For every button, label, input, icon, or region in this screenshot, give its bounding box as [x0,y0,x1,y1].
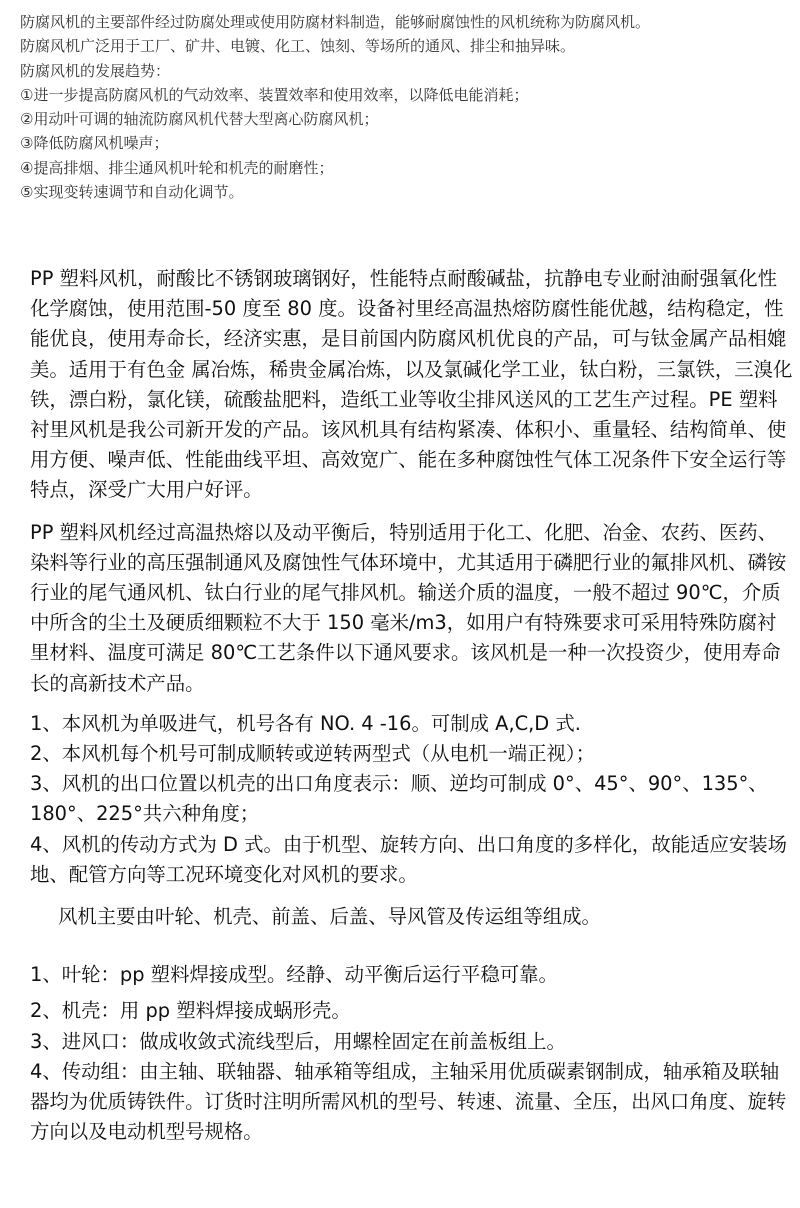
paragraph-applications: PP 塑料风机经过高温热熔以及动平衡后，特别适用于化工、化肥、冶金、农药、医药、 染料等行业的高压强制通风及腐蚀性气体环境中，尤其适用于磷肥行业的氟排风机、磷铵行业的尾气通风机、钛白行业的尾气排风机。输送介质的温度，一般不超过 90℃，介质中所含的尘土及硬质细颗粒不大于 150 毫米/m3，如用户有特殊要求可采用特殊防腐衬里材料、温度可满足 80℃工艺条件以下通风要求。该风机是一种一次投资少，使用寿命长的高新技术产品。 [30,520,787,695]
intro-line: 防腐风机的主要部件经过防腐处理或使用防腐材料制造，能够耐腐蚀性的风机统称为防腐风机。 [20,13,651,31]
list-item: 3、进风口：做成收敛式流线型后，用螺栓固定在前盖板组上。 [30,1029,566,1053]
intro-section [20,10,790,204]
list-item: 1、本风机为单吸进气，机号各有 NO. 4 -16。可制成 A,C,D 式. [30,711,581,735]
intro-line: ⑤实现变转速调节和自动化调节。 [20,183,244,202]
intro-line: ②用动叶可调的轴流防腐风机代替大型离心防腐风机； [20,110,379,129]
list-item: 2、机壳：用 pp 塑料焊接成蜗形壳。 [30,999,351,1023]
intro-line: ①进一步提高防腐风机的气动效率、装置效率和使用效率，以降低电能消耗； [20,85,529,104]
list-item: 4、传动组：由主轴、联轴器、轴承箱等组成，主轴采用优质碳素钢制成，轴承箱及联轴器均为优质铸铁件。订货时注明所需风机的型号、转速、流量、全压，出风口角度、旋转方向以及电动机型号规格。 [30,1059,787,1144]
body-section [30,264,794,1147]
intro-line: 防腐风机广泛用于工厂、矿井、电镀、化工、蚀刻、等场所的通风、排尘和抽异味。 [20,37,576,56]
intro-line: ④提高排烟、排尘通风机叶轮和机壳的耐磨性； [20,158,334,177]
composition-statement: 风机主要由叶轮、机壳、前盖、后盖、导风管及传运组等组成。 [58,905,601,929]
paragraph-pp-fan: PP 塑料风机，耐酸比不锈钢玻璃钢好，性能特点耐酸碱盐，抗静电专业耐油耐强氧化性化学腐蚀，使用范围-50 度至 80 度。设备衬里经高温热熔防腐性能优越，结构稳定，性能优良，使用寿命长，经济实惠，是目前国内防腐风机优良的产品，可与钛金属产品相媲美。适用于有色金 属冶炼，稀贵金属冶炼，以及氯碱化学工业，钛白粉，三氯铁，三溴化铁，漂白粉，氯化镁，硫酸盐肥料，造纸工业等收尘排风送风的工艺生产过程。PE 塑料衬里风机是我公司新开发的产品。该风机具有结构紧凑、体积小、重量轻、结构简单、使用方便、噪声低、性能曲线平坦、高效宽广、能在多种腐蚀性气体工况条件下安全运行等特点，深受广大用户好评。 [30,267,793,502]
intro-line: ③降低防腐风机噪声； [20,134,169,153]
intro-line: 防腐风机的发展趋势： [20,61,171,80]
list-item: 4、风机的传动方式为 D 式。由于机型、旋转方向、出口角度的多样化，故能适应安装场地、配管方向等工况环境变化对风机的要求。 [30,832,788,886]
list-item: 3、风机的出口位置以机壳的出口角度表示：顺、逆均可制成 0°、45°、90°、135°、180°、225°共六种角度； [30,772,768,826]
list-item: 2、本风机每个机号可制成顺转或逆转两型式（从电机一端正视）； [30,742,595,766]
list-item: 1、叶轮：pp 塑料焊接成型。经静、动平衡后运行平稳可靠。 [30,963,558,987]
